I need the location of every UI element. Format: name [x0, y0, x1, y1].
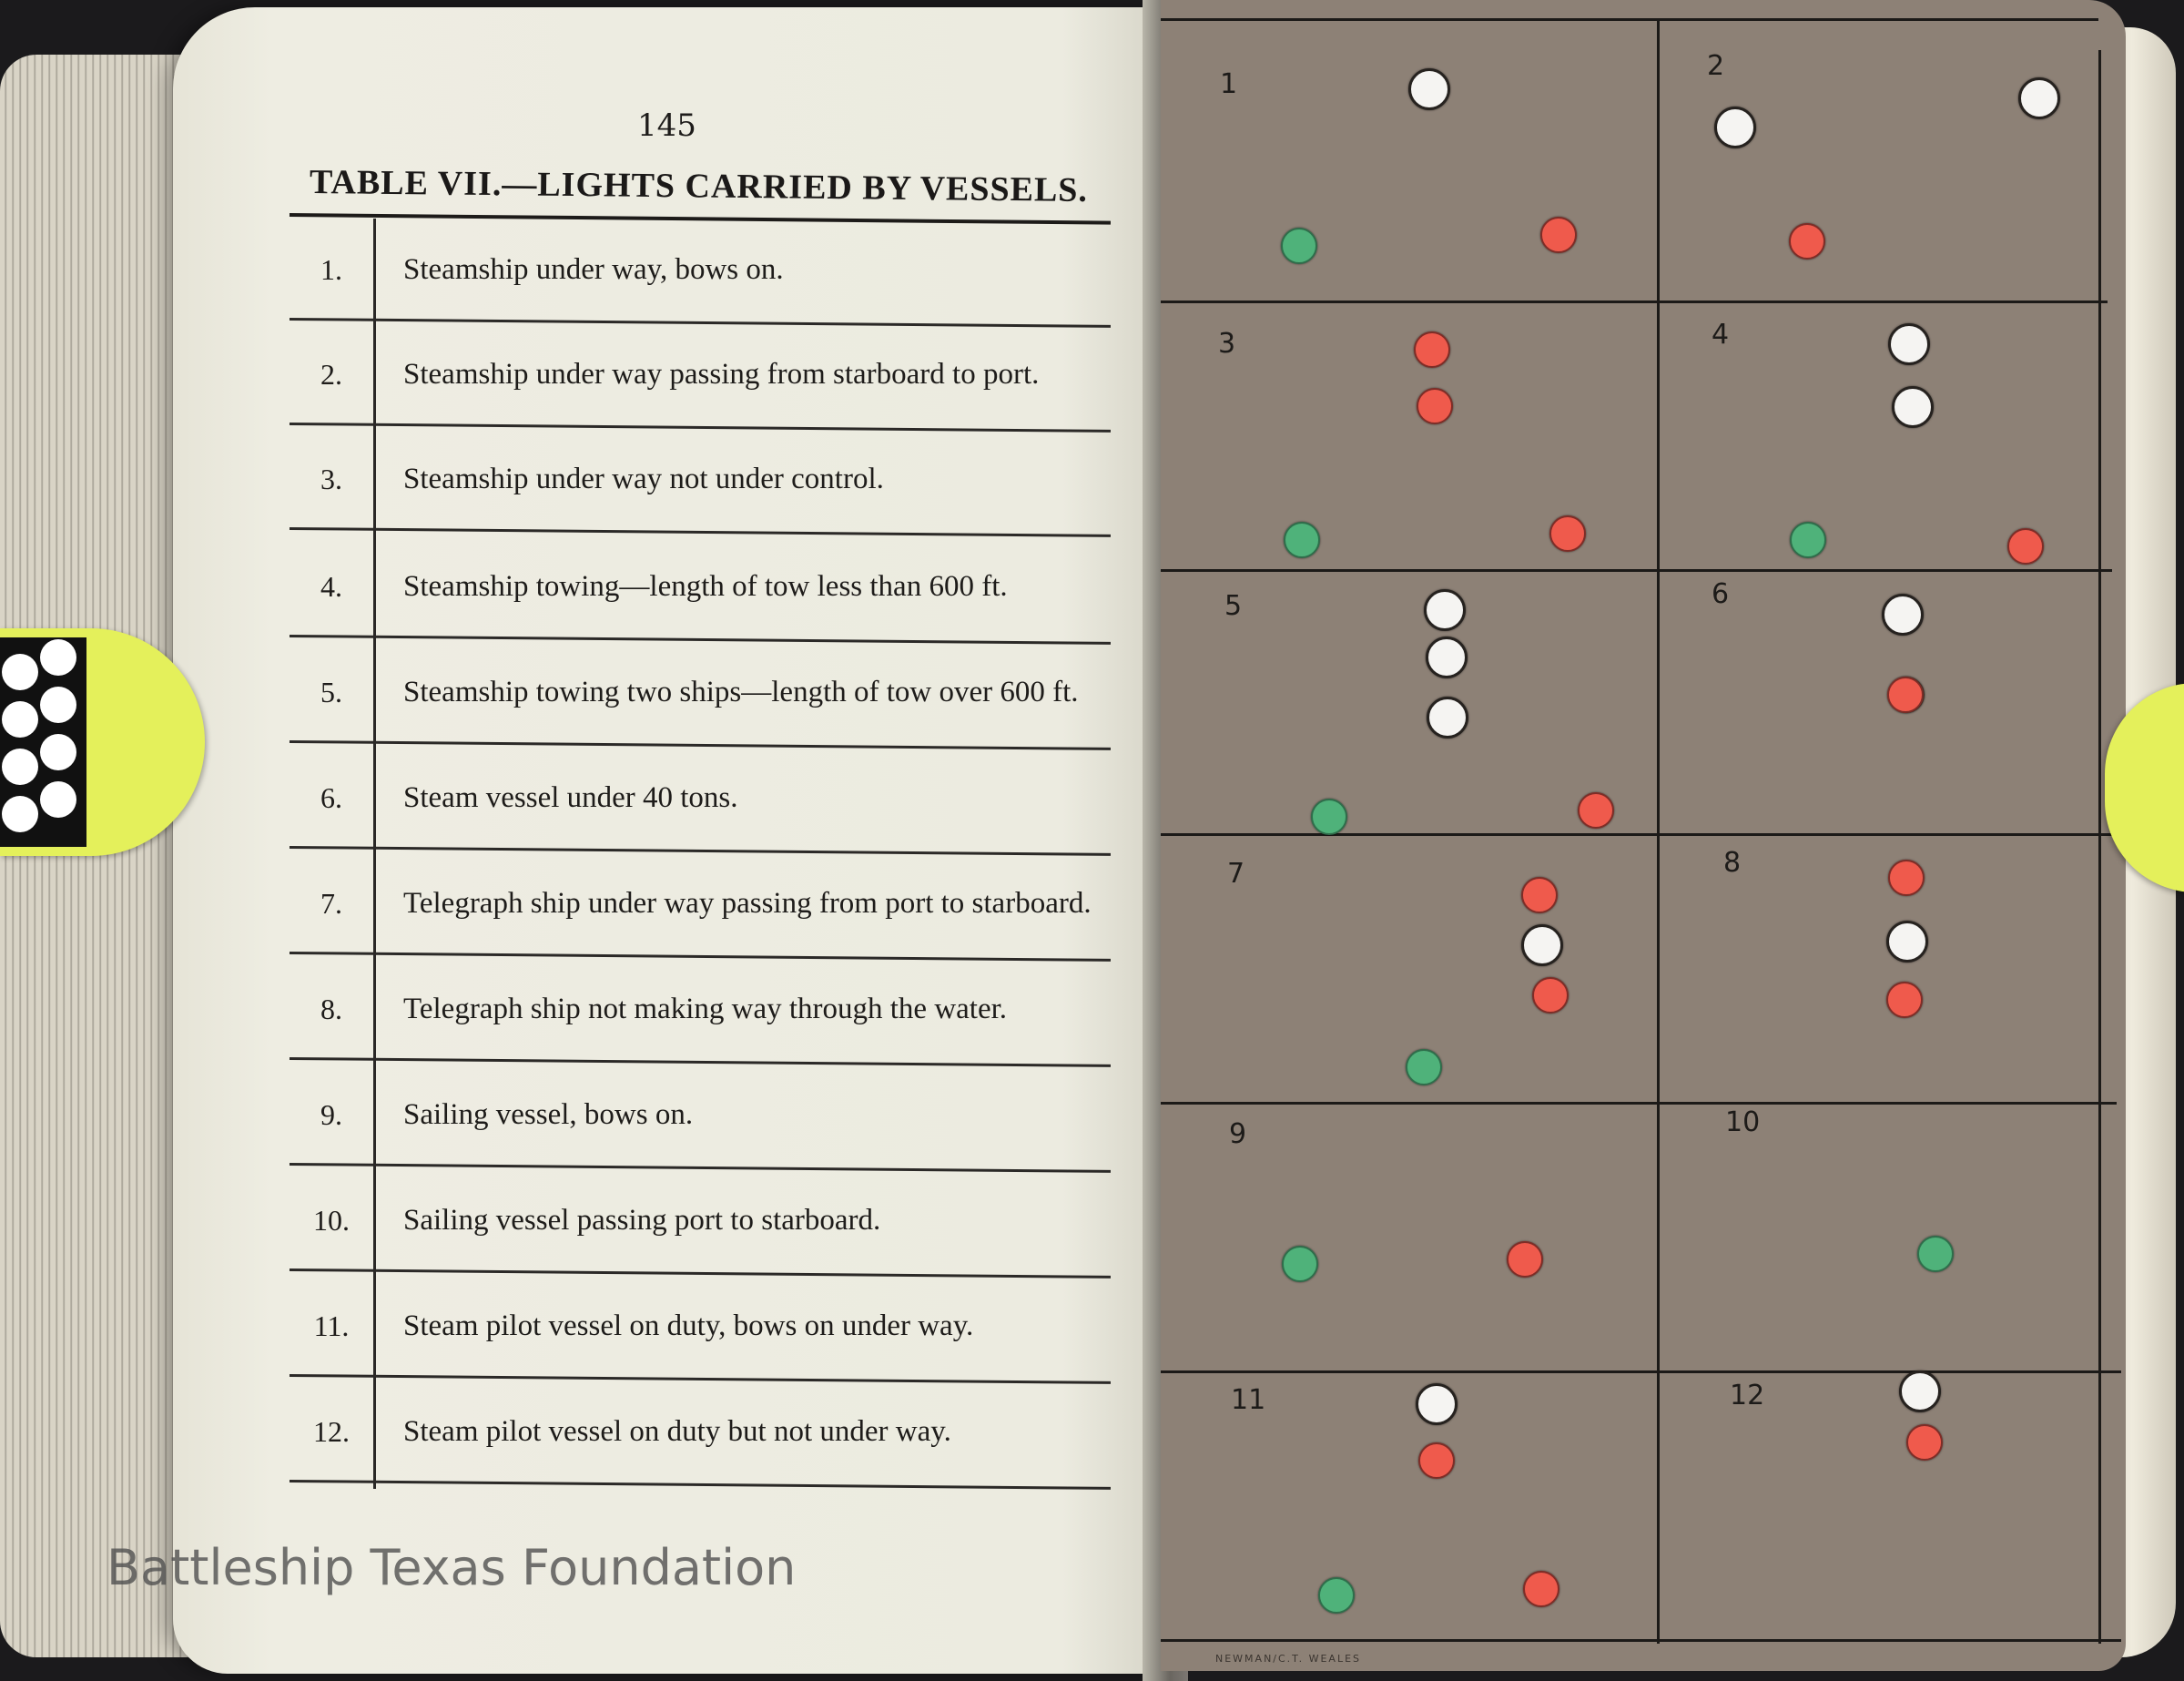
row-description: [403, 641, 1097, 743]
red-light-icon: [2007, 528, 2044, 565]
white-light-icon: [1424, 589, 1466, 631]
row-description: [403, 958, 1097, 1060]
panel-label-4: 4: [1712, 319, 1730, 351]
red-light-icon: [1887, 677, 1924, 713]
plate-grid-line: [1161, 1639, 2121, 1642]
white-light-icon: [1427, 697, 1468, 739]
table-row: [290, 958, 1111, 1060]
red-light-icon: [1523, 1571, 1559, 1607]
page-number: 145: [637, 107, 696, 144]
red-light-icon: [1886, 982, 1923, 1018]
table-title: TABLE VII.—LIGHTS CARRIED BY VESSELS.: [309, 163, 1089, 209]
white-light-icon: [1892, 386, 1934, 428]
green-light-icon: [1282, 1246, 1318, 1282]
white-light-icon: [1714, 107, 1756, 148]
row-number: 11.: [313, 1309, 350, 1342]
row-number: 3.: [320, 462, 342, 495]
lights-plate: [1161, 0, 2126, 1671]
panel-label-8: 8: [1723, 847, 1742, 879]
row-description-text: Steamship towing—length of tow less than 600 ft.: [403, 569, 1008, 603]
row-description-text: Steamship towing two ships—length of tow over 600 ft.: [403, 675, 1079, 708]
row-description-text: Sailing vessel, bows on.: [403, 1097, 694, 1131]
green-light-icon: [1318, 1577, 1355, 1614]
row-number: 7.: [320, 886, 342, 920]
tab-dot: [2, 796, 38, 832]
row-number: 10.: [313, 1203, 350, 1237]
green-light-icon: [1311, 799, 1347, 835]
row-number: 6.: [320, 780, 342, 814]
row-description: [403, 219, 1097, 321]
tab-dot: [40, 639, 76, 676]
row-description: [403, 428, 1097, 530]
table-row: [290, 535, 1111, 637]
plate-grid-line: [1161, 18, 2098, 21]
tab-dot: [40, 781, 76, 818]
tab-dot: [40, 687, 76, 723]
row-description: [403, 1380, 1097, 1482]
red-light-icon: [1532, 977, 1569, 1014]
white-light-icon: [1426, 637, 1468, 678]
watermark: Battleship Texas Foundation: [107, 1539, 797, 1596]
red-light-icon: [1418, 1442, 1455, 1479]
table-row: [290, 219, 1111, 321]
tab-dot: [2, 701, 38, 738]
white-light-icon: [2018, 77, 2060, 119]
red-light-icon: [1549, 515, 1586, 552]
row-description: [403, 535, 1097, 637]
red-light-icon: [1789, 223, 1825, 260]
red-light-icon: [1906, 1424, 1943, 1461]
row-description-text: Steam vessel under 40 tons.: [403, 780, 738, 814]
panel-label-2: 2: [1707, 50, 1725, 82]
row-description: [403, 1169, 1097, 1271]
row-description-text: Steam pilot vessel on duty but not under way.: [403, 1414, 951, 1448]
tab-dot: [2, 749, 38, 785]
white-light-icon: [1408, 68, 1450, 110]
table-row: [290, 747, 1111, 849]
row-description: [403, 323, 1097, 425]
panel-label-10: 10: [1725, 1106, 1761, 1138]
table-row: [290, 428, 1111, 530]
table-row: [290, 1169, 1111, 1271]
row-description-text: Steamship under way passing from starboard to port.: [403, 357, 1040, 391]
panel-label-9: 9: [1229, 1118, 1247, 1150]
white-light-icon: [1899, 1370, 1941, 1412]
table-row: [290, 1064, 1111, 1166]
plate-grid-line: [1161, 569, 2112, 572]
panel-label-7: 7: [1227, 858, 1245, 890]
table-row: [290, 323, 1111, 425]
row-description: [403, 1275, 1097, 1377]
row-description: [403, 852, 1097, 954]
green-light-icon: [1790, 522, 1826, 558]
white-light-icon: [1888, 323, 1930, 365]
page-block-edges: [0, 55, 191, 1657]
green-light-icon: [1281, 228, 1317, 264]
red-light-icon: [1507, 1241, 1543, 1278]
table-row: [290, 641, 1111, 743]
plate-grid-line: [1161, 1370, 2121, 1373]
plate-grid-line: [1657, 18, 1660, 1644]
table-row: [290, 852, 1111, 954]
red-light-icon: [1521, 877, 1558, 913]
row-description-text: Telegraph ship under way passing from port to starboard.: [403, 886, 1092, 920]
row-number: 4.: [320, 569, 342, 603]
red-light-icon: [1417, 388, 1453, 424]
row-number: 2.: [320, 357, 342, 391]
row-description: [403, 747, 1097, 849]
panel-label-12: 12: [1730, 1380, 1765, 1411]
tab-dot: [2, 654, 38, 690]
printer-mark: NEWMAN/C.T. WEALES: [1215, 1653, 1362, 1665]
panel-label-5: 5: [1224, 590, 1243, 622]
green-light-icon: [1284, 522, 1320, 558]
table-row: [290, 1380, 1111, 1482]
plate-grid-line: [2098, 50, 2101, 1644]
plate-grid-line: [1161, 1102, 2117, 1105]
tab-dot-pattern: [0, 637, 86, 847]
panel-label-1: 1: [1220, 68, 1238, 100]
white-light-icon: [1886, 921, 1928, 963]
tab-dot: [40, 734, 76, 770]
white-light-icon: [1882, 594, 1924, 636]
panel-label-3: 3: [1218, 328, 1236, 360]
row-description-text: Sailing vessel passing port to starboard.: [403, 1203, 881, 1237]
green-light-icon: [1406, 1049, 1442, 1085]
red-light-icon: [1888, 860, 1925, 896]
table-row: [290, 1275, 1111, 1377]
row-number: 8.: [320, 992, 342, 1025]
plate-grid-line: [1161, 301, 2108, 303]
row-number: 1.: [320, 252, 342, 286]
row-number: 5.: [320, 675, 342, 708]
row-description-text: Telegraph ship not making way through the water.: [403, 992, 1008, 1025]
row-description-text: Steamship under way not under control.: [403, 462, 884, 495]
green-light-icon: [1917, 1236, 1954, 1272]
panel-label-11: 11: [1231, 1384, 1266, 1416]
white-light-icon: [1521, 924, 1563, 966]
row-description-text: Steamship under way, bows on.: [403, 252, 784, 286]
red-light-icon: [1578, 792, 1614, 829]
row-description: [403, 1064, 1097, 1166]
red-light-icon: [1540, 217, 1577, 253]
row-description-text: Steam pilot vessel on duty, bows on under way.: [403, 1309, 974, 1342]
panel-label-6: 6: [1712, 578, 1730, 610]
row-number: 9.: [320, 1097, 342, 1131]
white-light-icon: [1416, 1383, 1458, 1425]
plate-grid-line: [1161, 833, 2117, 836]
row-number: 12.: [313, 1414, 350, 1448]
red-light-icon: [1414, 331, 1450, 368]
